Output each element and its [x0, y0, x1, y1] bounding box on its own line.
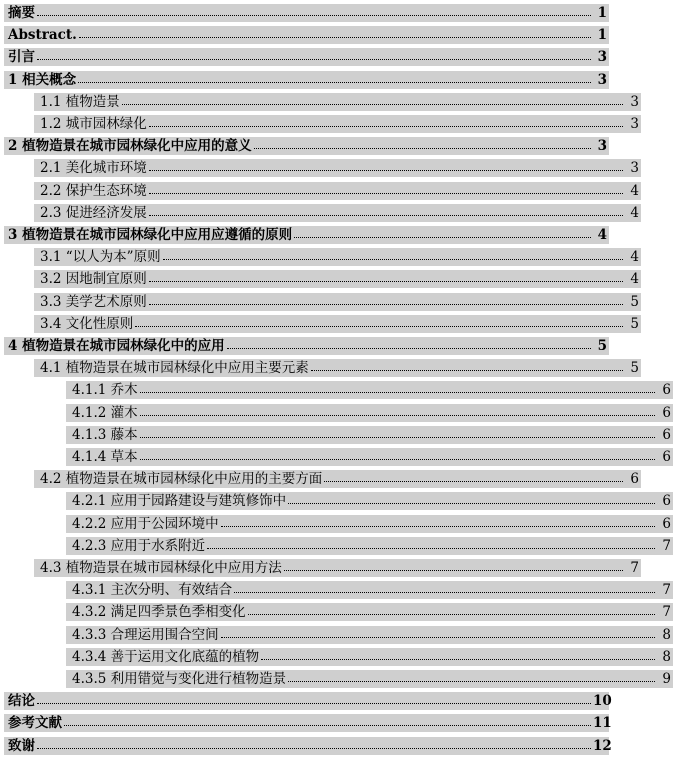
- toc-entry[interactable]: [0, 535, 677, 557]
- toc-entry[interactable]: [0, 646, 677, 668]
- toc-entry-title: 4.3.4 善于运用文化底蕴的植物: [72, 648, 260, 665]
- toc-entry[interactable]: [0, 2, 613, 24]
- toc-entry[interactable]: [0, 601, 677, 623]
- toc-entry-page: 5: [630, 360, 639, 377]
- dot-leader: [140, 428, 655, 438]
- dot-leader: [135, 317, 623, 327]
- toc-entry[interactable]: [0, 513, 677, 535]
- toc-entry-title: 4.3.5 利用错觉与变化进行植物造景: [72, 671, 287, 687]
- toc-entry[interactable]: [0, 224, 613, 246]
- toc-entry-page: 5: [597, 338, 607, 354]
- toc-entry-page: 7: [630, 560, 639, 576]
- toc-entry-title: 3.4 文化性原则: [40, 315, 134, 332]
- toc-entry-title: 1.1 植物造景: [40, 93, 120, 110]
- toc-entry-page: 3: [630, 93, 639, 110]
- toc-entry-page: 4: [630, 271, 639, 288]
- toc-entry[interactable]: [0, 357, 645, 379]
- dot-leader: [324, 472, 623, 482]
- toc-entry[interactable]: [0, 468, 645, 490]
- toc-entry-page: 8: [662, 648, 671, 665]
- toc-entry-page: 10: [593, 693, 612, 710]
- toc-entry-title: 2.1 美化城市环境: [40, 160, 147, 177]
- toc-entry[interactable]: [0, 24, 613, 46]
- toc-entry-title: 4 植物造景在城市园林绿化中的应用: [8, 338, 225, 354]
- toc-entry-title: 1.2 城市园林绿化: [40, 116, 147, 132]
- dot-leader: [294, 228, 591, 238]
- toc-entry-title: 3.3 美学艺术原则: [40, 293, 147, 310]
- toc-entry-title: 4.3 植物造景在城市园林绿化中应用方法: [40, 560, 282, 576]
- toc-entry-page: 4: [597, 227, 607, 243]
- toc-entry[interactable]: [0, 268, 645, 290]
- toc-entry-page: 3: [630, 116, 639, 132]
- dot-leader: [254, 139, 591, 149]
- toc-entry-title: Abstract.: [8, 27, 77, 44]
- dot-leader: [261, 650, 655, 660]
- toc-entry-title: 4.1.4 草本: [72, 449, 138, 465]
- toc-entry-page: 6: [662, 382, 671, 399]
- toc-entry-title: 4.3.2 满足四季景色季相变化: [72, 604, 246, 621]
- dot-leader: [37, 694, 591, 704]
- toc-entry[interactable]: [0, 313, 645, 335]
- toc-entry-title: 4.1.1 乔木: [72, 382, 138, 399]
- toc-entry-title: 2.2 保护生态环境: [40, 182, 147, 199]
- toc-entry[interactable]: [0, 379, 677, 401]
- toc-entry-title: 4.3.3 合理运用围合空间: [72, 626, 219, 643]
- dot-leader: [79, 28, 591, 38]
- toc-entry[interactable]: [0, 579, 677, 601]
- toc-entry-title: 4.3.1 主次分明、有效结合: [72, 582, 233, 599]
- toc-entry[interactable]: [0, 46, 613, 68]
- toc-entry-title: 结论: [8, 693, 35, 710]
- dot-leader: [221, 628, 655, 638]
- toc-entry-title: 致谢: [8, 737, 35, 754]
- dot-leader: [149, 117, 623, 127]
- toc-entry-page: 5: [630, 315, 639, 332]
- dot-leader: [140, 406, 655, 416]
- toc-entry[interactable]: [0, 135, 613, 157]
- dot-leader: [140, 450, 655, 460]
- dot-leader: [64, 716, 591, 726]
- toc-entry-page: 6: [662, 515, 671, 532]
- dot-leader: [149, 272, 623, 282]
- dot-leader: [149, 206, 623, 216]
- toc-entry-page: 3: [597, 71, 607, 88]
- toc-entry[interactable]: [0, 91, 645, 113]
- toc-entry-title: 引言: [8, 49, 35, 66]
- dot-leader: [163, 250, 623, 260]
- toc-entry[interactable]: [0, 690, 613, 712]
- dot-leader: [37, 739, 591, 749]
- toc-entry-title: 2.3 促进经济发展: [40, 204, 147, 221]
- toc-entry-title: 4.1.3 藤本: [72, 426, 138, 443]
- dot-leader: [234, 583, 655, 593]
- dot-leader: [248, 605, 655, 615]
- dot-leader: [221, 517, 655, 527]
- toc-entry[interactable]: [0, 557, 645, 579]
- toc-entry-page: 1: [597, 27, 607, 44]
- dot-leader: [149, 161, 623, 171]
- toc-entry[interactable]: [0, 446, 677, 468]
- toc-entry-page: 3: [597, 138, 607, 155]
- toc-entry[interactable]: [0, 735, 613, 757]
- toc-entry[interactable]: [0, 712, 613, 734]
- toc-entry-page: 7: [662, 537, 671, 554]
- toc-entry-title: 4.2.3 应用于水系附近: [72, 537, 206, 554]
- toc-entry-page: 6: [662, 404, 671, 421]
- toc-entry-page: 5: [630, 293, 639, 310]
- toc-entry[interactable]: [0, 180, 645, 202]
- toc-entry-page: 3: [630, 160, 639, 177]
- toc-entry-page: 12: [593, 737, 612, 754]
- toc-entry[interactable]: [0, 113, 645, 135]
- toc-entry-page: 4: [630, 204, 639, 221]
- toc-entry-page: 8: [662, 626, 671, 643]
- toc-entry[interactable]: [0, 490, 677, 512]
- toc-entry-page: 6: [662, 449, 671, 465]
- dot-leader: [284, 561, 623, 571]
- toc-entry-page: 6: [662, 426, 671, 443]
- dot-leader: [78, 73, 591, 83]
- toc-entry-title: 摘要: [8, 5, 35, 21]
- dot-leader: [149, 184, 623, 194]
- toc-entry-page: 11: [593, 715, 612, 732]
- toc-entry-title: 4.1.2 灌木: [72, 404, 138, 421]
- toc-entry-page: 4: [630, 249, 639, 266]
- toc-entry-title: 参考文献: [8, 715, 62, 732]
- dot-leader: [288, 672, 655, 682]
- toc-entry-page: 6: [630, 471, 639, 488]
- dot-leader: [207, 539, 655, 549]
- toc-entry-title: 3.2 因地制宜原则: [40, 271, 147, 288]
- toc-entry-page: 7: [662, 582, 671, 599]
- toc-entry-page: 1: [597, 5, 607, 21]
- dot-leader: [288, 494, 655, 504]
- dot-leader: [149, 295, 623, 305]
- dot-leader: [37, 50, 591, 60]
- dot-leader: [227, 339, 591, 349]
- toc-entry[interactable]: [0, 157, 645, 179]
- toc-entry[interactable]: [0, 246, 645, 268]
- toc-entry-title: 2 植物造景在城市园林绿化中应用的意义: [8, 138, 252, 155]
- dot-leader: [122, 95, 623, 105]
- toc-entry-title: 3 植物造景在城市园林绿化中应用应遵循的原则: [8, 227, 293, 243]
- toc-entry-title: 3.1 “以人为本”原则: [40, 249, 161, 266]
- toc-entry[interactable]: [0, 335, 613, 357]
- toc-entry[interactable]: [0, 424, 677, 446]
- toc-entry-title: 1 相关概念: [8, 71, 77, 88]
- toc-entry[interactable]: [0, 202, 645, 224]
- dot-leader: [37, 6, 591, 16]
- toc-entry-page: 3: [597, 49, 607, 66]
- dot-leader: [140, 383, 655, 393]
- toc-entry[interactable]: [0, 291, 645, 313]
- toc-entry[interactable]: [0, 668, 677, 690]
- toc-entry-title: 4.2 植物造景在城市园林绿化中应用的主要方面: [40, 471, 323, 488]
- toc-entry-page: 6: [662, 493, 671, 510]
- toc-entry[interactable]: [0, 69, 613, 91]
- toc-entry-page: 7: [662, 604, 671, 621]
- toc-entry[interactable]: [0, 624, 677, 646]
- toc-entry-page: 4: [630, 182, 639, 199]
- toc-entry[interactable]: [0, 402, 677, 424]
- toc-entry-title: 4.2.2 应用于公园环境中: [72, 515, 219, 532]
- dot-leader: [311, 361, 623, 371]
- toc-entry-page: 9: [662, 671, 671, 687]
- toc-entry-title: 4.2.1 应用于园路建设与建筑修饰中: [72, 493, 287, 510]
- toc-entry-title: 4.1 植物造景在城市园林绿化中应用主要元素: [40, 360, 309, 377]
